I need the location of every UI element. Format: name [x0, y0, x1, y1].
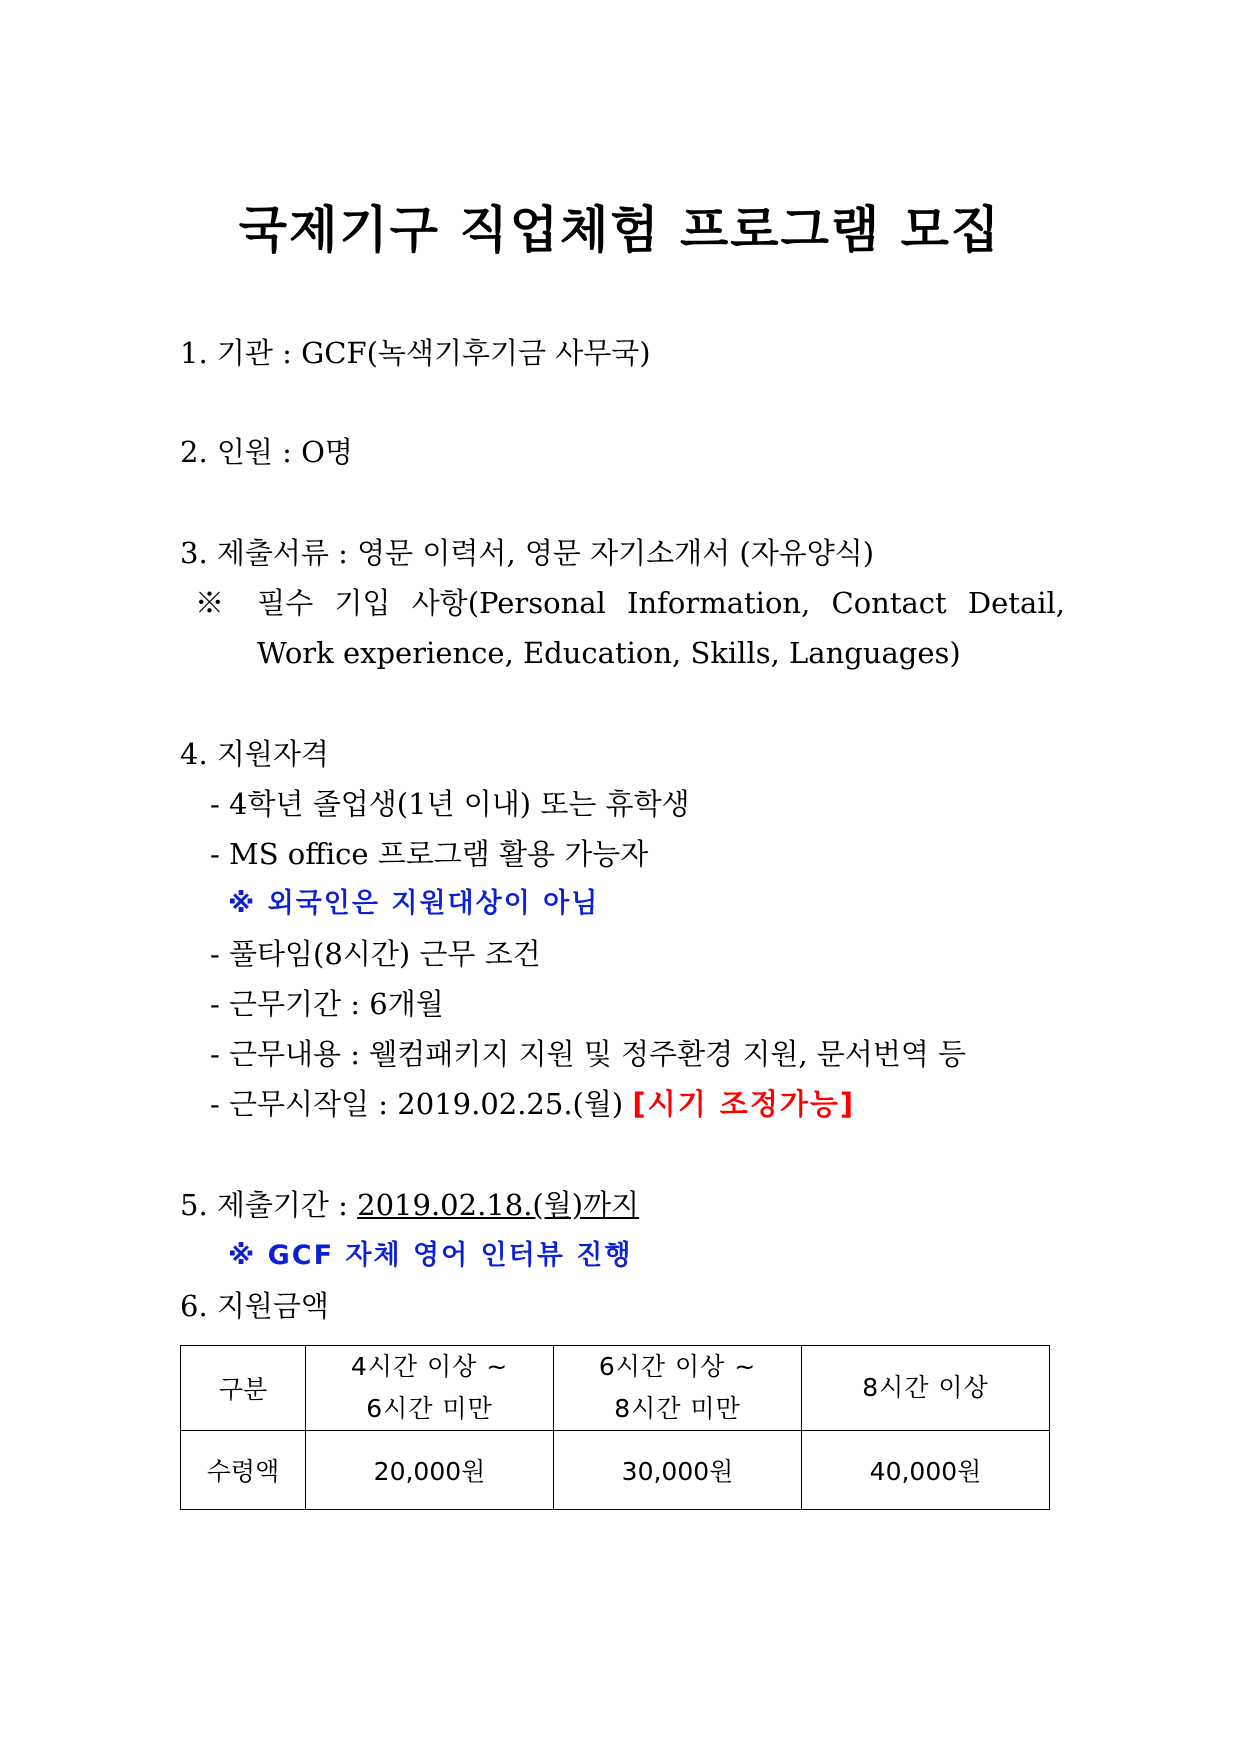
qualification-item: - 풀타임(8시간) 근무 조건: [210, 937, 541, 971]
cell-text: 8시간 이상: [862, 1373, 989, 1402]
qualification-item: - 근무기간 : 6개월: [210, 987, 444, 1021]
cell-text: 4시간 이상 ~: [350, 1352, 509, 1381]
table-cell: [802, 1346, 1050, 1431]
section-qualification: 4. 지원자격: [180, 737, 329, 771]
table-header-row: [181, 1346, 1050, 1431]
table-cell: 수령액: [181, 1431, 306, 1510]
section-period: [180, 1185, 639, 1225]
section-headcount: 2. 인원 : O명: [180, 435, 353, 469]
table-cell: 30,000원: [554, 1431, 802, 1510]
page-title: 국제기구 직업체험 프로그램 모집: [238, 201, 1002, 259]
period-label: 5. 제출기간 :: [180, 1188, 358, 1222]
table-cell: 구분: [181, 1346, 306, 1431]
qualification-item: - MS office 프로그램 활용 가능자: [210, 837, 649, 871]
section-documents: 3. 제출서류 : 영문 이력서, 영문 자기소개서 (자유양식): [180, 536, 875, 570]
foreign-applicant-note: ※ 외국인은 지원대상이 아님: [228, 888, 600, 919]
cell-text: 8시간 미만: [614, 1394, 741, 1423]
adjustable-badge: [시기 조정가능]: [632, 1087, 856, 1121]
table-cell: 20,000원: [306, 1431, 554, 1510]
cell-text: 6시간 미만: [366, 1394, 493, 1423]
section-support: 6. 지원금액: [180, 1289, 329, 1323]
cell-text: 6시간 이상 ~: [598, 1352, 757, 1381]
documents-required-note-cont: Work experience, Education, Skills, Languages): [257, 636, 961, 670]
start-date-line: [210, 1084, 855, 1124]
documents-required-note: ※ 필수 기입 사항(Personal Information, Contact Detail,: [195, 586, 1065, 620]
table-cell: [306, 1346, 554, 1431]
qualification-item: - 근무내용 : 웰컴패키지 지원 및 정주환경 지원, 문서번역 등: [210, 1037, 967, 1071]
table-cell: 40,000원: [802, 1431, 1050, 1510]
section-organization: 1. 기관 : GCF(녹색기후기금 사무국): [180, 336, 651, 370]
table-cell: [554, 1346, 802, 1431]
deadline-date: 2019.02.18.(월)까지: [357, 1188, 640, 1222]
table-row: [181, 1431, 1050, 1510]
interview-note: ※ GCF 자체 영어 인터뷰 진행: [228, 1240, 633, 1271]
support-amount-table: [180, 1345, 1050, 1510]
start-date-text: - 근무시작일 : 2019.02.25.(월): [210, 1087, 633, 1121]
qualification-item: - 4학년 졸업생(1년 이내) 또는 휴학생: [210, 787, 690, 821]
